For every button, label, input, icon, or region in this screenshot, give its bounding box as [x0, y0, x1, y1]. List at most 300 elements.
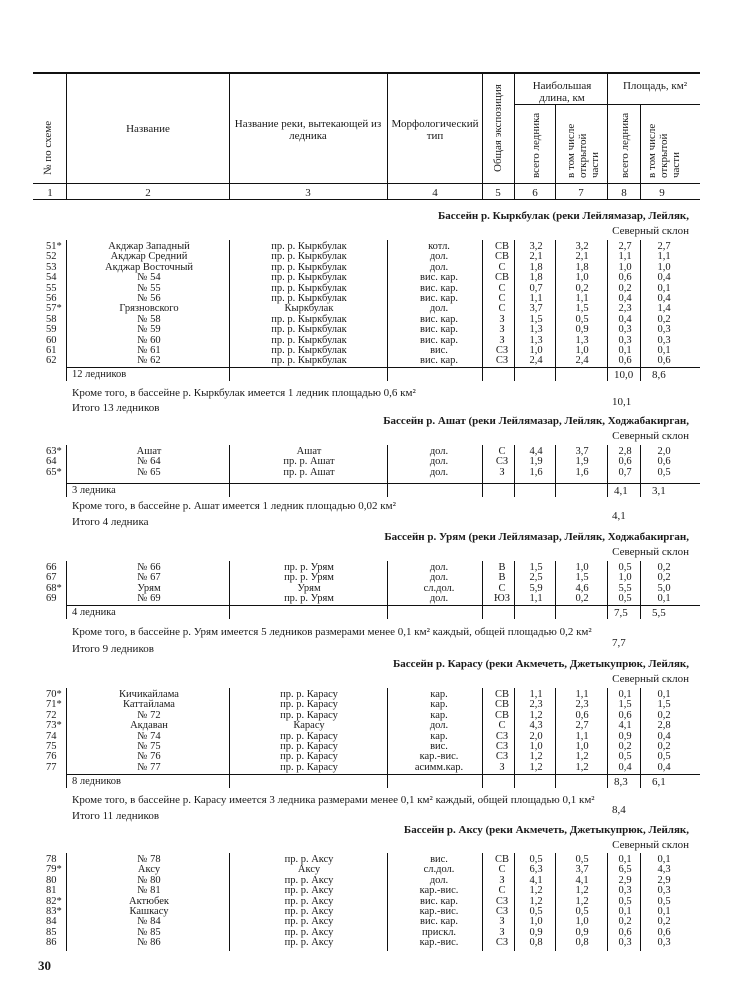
- area-total: 1,0: [618, 572, 632, 584]
- morph-type: вис. кар.: [420, 272, 458, 284]
- length-total: 4,4: [529, 446, 543, 457]
- area-total: 2,9: [618, 874, 632, 886]
- column-number: 9: [659, 187, 665, 199]
- river-name: пр. р. Урям: [284, 562, 334, 573]
- river-name: Карасу: [293, 720, 325, 732]
- area-total: 0,4: [618, 313, 632, 325]
- length-total: 1,2: [529, 761, 543, 773]
- basin-title: Бассейн р. Урям (реки Лейлямазар, Лейляк, Ходжабакирган,: [384, 531, 689, 543]
- exposure: СВ: [494, 272, 509, 284]
- morph-type: кар.: [430, 689, 448, 700]
- length-open: 0,2: [575, 593, 589, 605]
- exposure: З: [499, 926, 505, 938]
- area-open: 0,6: [657, 456, 671, 468]
- river-name: пр. р. Аксу: [284, 885, 334, 897]
- glacier-number: 78: [46, 854, 57, 865]
- glacier-name: № 80: [137, 874, 161, 886]
- morph-type: вис. кар.: [420, 293, 458, 304]
- length-open: 1,0: [575, 345, 589, 356]
- glacier-count: 4 ледника: [72, 607, 116, 618]
- length-open: 3,2: [575, 241, 589, 252]
- length-open: 1,5: [575, 303, 589, 315]
- area-total: 0,1: [618, 906, 632, 917]
- morph-type: асимм.кар.: [414, 761, 464, 773]
- morph-type: кар.: [430, 699, 448, 711]
- exposure: СЗ: [495, 751, 509, 763]
- exposure: З: [499, 466, 505, 478]
- table-row: [0, 252, 729, 262]
- exposure: В: [498, 572, 506, 584]
- river-name: пр. р. Карасу: [280, 699, 338, 711]
- length-total: 1,0: [529, 345, 543, 356]
- river-name: пр. р. Кыркбулак: [271, 324, 347, 336]
- length-total: 1,2: [529, 751, 543, 763]
- area-total: 0,1: [618, 345, 632, 356]
- slope-label: Северный склон: [612, 839, 689, 851]
- length-open: 0,2: [575, 282, 589, 294]
- morph-type: кар.: [430, 730, 448, 742]
- length-open: 1,1: [575, 730, 589, 742]
- header-col-type: Морфологический тип: [391, 118, 479, 142]
- exposure: С: [498, 864, 506, 876]
- area-total: 0,3: [618, 324, 632, 336]
- length-total: 1,2: [529, 709, 543, 721]
- glacier-number: 54: [46, 272, 57, 284]
- area-open: 0,2: [657, 313, 671, 325]
- length-open: 0,5: [575, 313, 589, 325]
- glacier-number: 60: [46, 334, 57, 346]
- basin-note: Кроме того, в бассейне р. Ашат имеется 1 ледник площадью 0,02 км²: [72, 500, 396, 512]
- area-open-sum: 8,6: [652, 369, 666, 381]
- area-open: 1,5: [657, 699, 671, 711]
- subtotal-rule: [66, 483, 700, 484]
- river-name: пр. р. Аксу: [284, 916, 334, 928]
- area-total: 6,5: [618, 864, 632, 876]
- header-divider: [607, 74, 608, 200]
- area-total: 0,9: [618, 730, 632, 742]
- morph-type: дол.: [429, 456, 449, 468]
- glacier-number: 68*: [46, 582, 62, 594]
- glacier-name: Акджар Западный: [108, 241, 190, 252]
- area-open: 0,1: [657, 282, 671, 294]
- header-bottom-rule: [33, 183, 700, 184]
- length-total: 1,1: [529, 593, 543, 605]
- basin-total-value: 8,4: [612, 804, 626, 816]
- river-name: Урям: [297, 582, 321, 594]
- area-total: 0,4: [618, 293, 632, 304]
- glacier-name: № 86: [137, 937, 161, 949]
- area-open: 0,3: [657, 334, 671, 346]
- area-open: 0,3: [657, 324, 671, 336]
- glacier-number: 64: [46, 456, 57, 468]
- length-open: 3,7: [575, 446, 589, 457]
- glacier-number: 57*: [46, 303, 62, 315]
- glacier-number: 81: [46, 885, 57, 897]
- exposure: С: [498, 303, 506, 315]
- area-open: 0,2: [657, 741, 671, 752]
- glacier-name: № 75: [137, 741, 161, 752]
- glacier-number: 83*: [46, 906, 62, 917]
- glacier-name: № 76: [137, 751, 161, 763]
- length-open: 1,0: [575, 272, 589, 284]
- glacier-name: № 84: [137, 916, 161, 928]
- glacier-name: Аксу: [137, 864, 161, 876]
- header-col-area-total: всего ледника: [619, 112, 631, 178]
- length-total: 1,2: [529, 885, 543, 897]
- area-total: 0,3: [618, 937, 632, 949]
- table-row: [0, 752, 729, 762]
- area-total: 0,6: [618, 272, 632, 284]
- area-total: 1,5: [618, 699, 632, 711]
- basin-total-label: Итого 4 ледника: [72, 516, 149, 528]
- header-col-length-open: в том числе открытой части: [565, 123, 601, 178]
- exposure: СВ: [494, 699, 509, 711]
- column-number: 6: [532, 187, 538, 199]
- glacier-name: № 66: [137, 562, 161, 573]
- length-total: 0,7: [529, 282, 543, 294]
- glacier-number: 53: [46, 261, 57, 273]
- table-row: [0, 700, 729, 710]
- table-row: [0, 468, 729, 478]
- column-number: 4: [432, 187, 438, 199]
- basin-total-label: Итого 13 ледников: [72, 402, 160, 414]
- glacier-name: № 60: [137, 334, 161, 346]
- morph-type: дол.: [429, 466, 449, 478]
- length-total: 4,1: [529, 874, 543, 886]
- header-area-group: Площадь, км²: [622, 80, 687, 92]
- exposure: З: [499, 761, 505, 773]
- area-total: 0,3: [618, 334, 632, 346]
- glacier-number: 69: [46, 593, 57, 605]
- glacier-name: № 62: [137, 355, 161, 367]
- morph-type: вис.: [430, 741, 448, 752]
- morph-type: вис. кар.: [420, 916, 458, 928]
- length-total: 1,1: [529, 293, 543, 304]
- river-name: пр. р. Кыркбулак: [271, 345, 347, 356]
- subtotal-rule: [66, 367, 700, 368]
- area-open: 0,2: [657, 572, 671, 584]
- length-open: 1,1: [575, 293, 589, 304]
- river-name: пр. р. Карасу: [280, 730, 338, 742]
- column-number: 1: [47, 187, 53, 199]
- table-row: [0, 325, 729, 335]
- header-col-name: Название: [126, 123, 170, 135]
- header-top-rule: [33, 72, 700, 74]
- exposure: СЗ: [495, 937, 509, 949]
- glacier-number: 65*: [46, 466, 62, 478]
- glacier-name: № 67: [137, 572, 161, 584]
- header-col-river: Название реки, вытекающей из ледника: [234, 118, 382, 142]
- area-open: 0,1: [657, 854, 671, 865]
- length-open: 1,8: [575, 261, 589, 273]
- length-total: 3,7: [529, 303, 543, 315]
- exposure: СЗ: [495, 456, 509, 468]
- glacier-number: 75: [46, 741, 57, 752]
- exposure: СВ: [494, 854, 509, 865]
- glacier-name: № 61: [137, 345, 161, 356]
- area-total: 0,5: [618, 562, 632, 573]
- area-open-sum: 6,1: [652, 776, 666, 788]
- area-total: 5,5: [618, 582, 632, 594]
- length-open: 1,6: [575, 466, 589, 478]
- length-open: 2,1: [575, 251, 589, 263]
- morph-type: дол.: [429, 593, 449, 605]
- area-total: 0,6: [618, 456, 632, 468]
- exposure: СЗ: [495, 895, 509, 907]
- length-open: 1,2: [575, 751, 589, 763]
- area-open: 0,4: [657, 293, 671, 304]
- exposure: С: [498, 261, 506, 273]
- area-total: 1,1: [618, 251, 632, 263]
- length-open: 1,3: [575, 334, 589, 346]
- glacier-name: № 55: [137, 282, 161, 294]
- column-number: 5: [495, 187, 501, 199]
- length-total: 2,1: [529, 251, 543, 263]
- table-row: [0, 865, 729, 875]
- morph-type: дол.: [429, 562, 449, 573]
- area-open: 1,1: [657, 251, 671, 263]
- area-open: 0,3: [657, 937, 671, 949]
- area-total-sum: 4,1: [614, 485, 628, 497]
- exposure: С: [498, 282, 506, 294]
- river-name: пр. р. Аксу: [284, 854, 334, 865]
- exposure: С: [498, 582, 506, 594]
- length-total: 0,9: [529, 926, 543, 938]
- morph-type: вис. кар.: [420, 355, 458, 367]
- column-number: 7: [578, 187, 584, 199]
- river-name: пр. р. Кыркбулак: [271, 334, 347, 346]
- basin-title: Бассейн р. Ашат (реки Лейлямазар, Лейляк, Ходжабакирган,: [383, 415, 689, 427]
- length-open: 1,2: [575, 761, 589, 773]
- length-open: 1,2: [575, 885, 589, 897]
- slope-label: Северный склон: [612, 546, 689, 558]
- area-open: 0,4: [657, 730, 671, 742]
- area-total: 2,8: [618, 446, 632, 457]
- area-total: 1,0: [618, 261, 632, 273]
- header-divider: [66, 74, 67, 200]
- glacier-number: 70*: [46, 689, 62, 700]
- header-length-group: Наибольшая длина, км: [532, 80, 592, 104]
- river-name: пр. р. Карасу: [280, 751, 338, 763]
- area-open: 0,5: [657, 895, 671, 907]
- basin-note: Кроме того, в бассейне р. Карасу имеется 3 ледника размерами менее 0,1 км² каждый, общей площадью 0,1 км²: [72, 794, 595, 806]
- area-total-sum: 10,0: [614, 369, 634, 381]
- header-col-length-total: всего ледника: [530, 112, 542, 178]
- glacier-number: 86: [46, 937, 57, 949]
- basin-total-label: Итого 11 ледников: [72, 810, 160, 822]
- glacier-number: 84: [46, 916, 57, 928]
- page-number: 30: [38, 958, 51, 973]
- river-name: пр. р. Карасу: [280, 689, 338, 700]
- area-open: 2,0: [657, 446, 671, 457]
- length-total: 1,1: [529, 689, 543, 700]
- glacier-number: 61: [46, 345, 57, 356]
- area-open: 0,5: [657, 751, 671, 763]
- river-name: пр. р. Кыркбулак: [271, 355, 347, 367]
- glacier-number: 76: [46, 751, 57, 763]
- morph-type: вис.: [430, 345, 448, 356]
- glacier-number: 85: [46, 926, 57, 938]
- length-total: 0,5: [529, 906, 543, 917]
- basin-total-value: 10,1: [612, 396, 632, 408]
- area-open: 1,0: [657, 261, 671, 273]
- glacier-name: № 74: [137, 730, 161, 742]
- basin-total-value: 7,7: [612, 637, 626, 649]
- exposure: СЗ: [495, 730, 509, 742]
- slope-label: Северный склон: [612, 430, 689, 442]
- river-name: пр. р. Кыркбулак: [271, 241, 347, 252]
- length-total: 1,2: [529, 895, 543, 907]
- morph-type: дол.: [429, 251, 449, 263]
- length-total: 1,3: [529, 334, 543, 346]
- exposure: СВ: [494, 251, 509, 263]
- length-open: 3,7: [575, 864, 589, 876]
- glacier-name: № 59: [137, 324, 161, 336]
- area-open: 2,9: [657, 874, 671, 886]
- morph-type: котл.: [428, 241, 450, 252]
- length-total: 1,3: [529, 324, 543, 336]
- slope-label: Северный склон: [612, 225, 689, 237]
- area-open: 5,0: [657, 582, 671, 594]
- table-row: [0, 763, 729, 773]
- basin-total-label: Итого 9 ледников: [72, 643, 154, 655]
- glacier-name: № 72: [137, 709, 161, 721]
- length-total: 2,5: [529, 572, 543, 584]
- river-name: пр. р. Ашат: [283, 466, 335, 478]
- length-open: 4,1: [575, 874, 589, 886]
- area-total: 0,4: [618, 761, 632, 773]
- subtotal-rule: [66, 774, 700, 775]
- river-name: пр. р. Кыркбулак: [271, 272, 347, 284]
- glacier-name: Ашат: [136, 446, 162, 457]
- area-open: 4,3: [657, 864, 671, 876]
- length-total: 1,0: [529, 741, 543, 752]
- table-row: [0, 304, 729, 314]
- morph-type: вис. кар.: [420, 334, 458, 346]
- exposure: С: [498, 720, 506, 732]
- exposure: ЮЗ: [493, 593, 511, 605]
- glacier-number: 51*: [46, 241, 62, 252]
- glacier-number: 63*: [46, 446, 62, 457]
- header-numbers-rule: [33, 199, 700, 200]
- length-open: 1,1: [575, 689, 589, 700]
- length-open: 1,9: [575, 456, 589, 468]
- area-total: 2,7: [618, 241, 632, 252]
- glacier-name: № 78: [137, 854, 161, 865]
- morph-type: вис. кар.: [420, 282, 458, 294]
- river-name: пр. р. Аксу: [284, 895, 334, 907]
- morph-type: вис.: [430, 854, 448, 865]
- river-name: пр. р. Кыркбулак: [271, 282, 347, 294]
- area-total: 0,5: [618, 751, 632, 763]
- area-open: 0,2: [657, 562, 671, 573]
- length-total: 0,5: [529, 854, 543, 865]
- basin-total-value: 4,1: [612, 510, 626, 522]
- basin-title: Бассейн р. Кыркбулак (реки Лейлямазар, Лейляк,: [438, 210, 689, 222]
- length-total: 1,8: [529, 261, 543, 273]
- river-name: Кыркбулак: [284, 303, 334, 315]
- glacier-number: 74: [46, 730, 57, 742]
- length-total: 4,3: [529, 720, 543, 732]
- glacier-number: 62: [46, 355, 57, 367]
- area-open-sum: 3,1: [652, 485, 666, 497]
- glacier-number: 73*: [46, 720, 62, 732]
- area-group-rule: [608, 104, 700, 105]
- glacier-name: Грязновского: [119, 303, 179, 315]
- river-name: пр. р. Урям: [284, 572, 334, 584]
- glacier-name: Каттайлама: [123, 699, 175, 711]
- glacier-number: 52: [46, 251, 57, 263]
- column-number: 2: [145, 187, 151, 199]
- exposure: СВ: [494, 689, 509, 700]
- area-open: 0,5: [657, 466, 671, 478]
- length-total: 1,6: [529, 466, 543, 478]
- exposure: З: [499, 324, 505, 336]
- table-row: [0, 721, 729, 731]
- glacier-number: 66: [46, 562, 57, 573]
- basin-note: Кроме того, в бассейне р. Кыркбулак имеется 1 ледник площадью 0,6 км²: [72, 387, 416, 399]
- morph-type: дол.: [429, 303, 449, 315]
- area-total-sum: 7,5: [614, 607, 628, 619]
- length-open: 0,8: [575, 937, 589, 949]
- glacier-name: Акджар Восточный: [105, 261, 193, 273]
- header-divider: [555, 104, 556, 200]
- morph-type: дол.: [429, 720, 449, 732]
- exposure: СЗ: [495, 345, 509, 356]
- glacier-number: 56: [46, 293, 57, 304]
- area-open: 2,7: [657, 241, 671, 252]
- table-row: [0, 938, 729, 948]
- area-open: 0,6: [657, 355, 671, 367]
- area-total: 0,6: [618, 926, 632, 938]
- river-name: пр. р. Ашат: [283, 456, 335, 468]
- area-total: 0,1: [618, 854, 632, 865]
- river-name: пр. р. Карасу: [280, 709, 338, 721]
- area-open: 0,6: [657, 926, 671, 938]
- basin-title: Бассейн р. Карасу (реки Акмечеть, Джетыкупрюк, Лейляк,: [392, 658, 689, 670]
- glacier-name: № 58: [137, 313, 161, 325]
- length-total: 1,9: [529, 456, 543, 468]
- glacier-count: 12 ледников: [72, 369, 127, 380]
- morph-type: дол.: [429, 572, 449, 584]
- glacier-name: № 69: [137, 593, 161, 605]
- glacier-number: 71*: [46, 699, 62, 711]
- glacier-name: Актюбек: [129, 895, 169, 907]
- exposure: З: [499, 334, 505, 346]
- morph-type: кар.-вис.: [419, 906, 459, 917]
- morph-type: дол.: [429, 874, 449, 886]
- area-total: 0,6: [618, 709, 632, 721]
- exposure: З: [499, 916, 505, 928]
- area-total: 0,5: [618, 895, 632, 907]
- length-open: 2,4: [575, 355, 589, 367]
- area-open: 0,1: [657, 689, 671, 700]
- morph-type: кар.-вис.: [419, 751, 459, 763]
- header-divider: [229, 74, 230, 200]
- morph-type: дол.: [429, 446, 449, 457]
- river-name: Аксу: [297, 864, 321, 876]
- river-name: пр. р. Аксу: [284, 874, 334, 886]
- glacier-name: Урям: [137, 582, 161, 594]
- length-open: 1,0: [575, 562, 589, 573]
- area-total-sum: 8,3: [614, 776, 628, 788]
- morph-type: сл.дол.: [423, 864, 455, 876]
- table-row: [0, 886, 729, 896]
- table-row: [0, 917, 729, 927]
- exposure: СЗ: [495, 355, 509, 367]
- header-divider: [482, 74, 483, 200]
- exposure: СЗ: [495, 741, 509, 752]
